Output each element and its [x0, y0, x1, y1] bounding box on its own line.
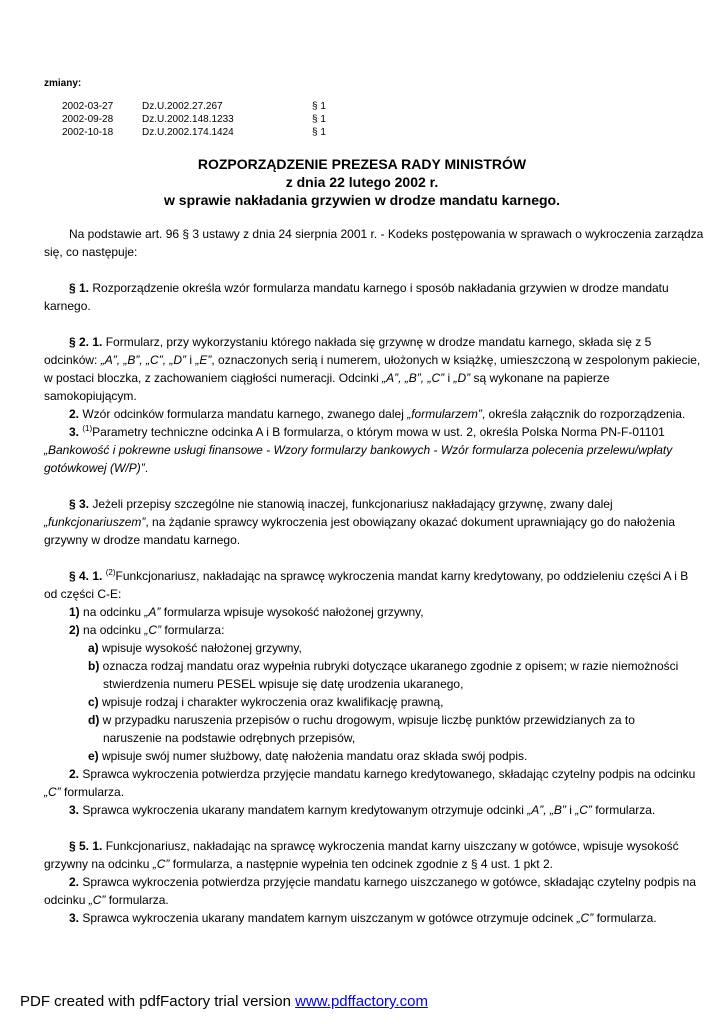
change-date: 2002-10-18 — [62, 127, 114, 138]
item-letter: c) — [88, 695, 99, 709]
text-italic: „funkcjonariuszem” — [44, 515, 146, 529]
changes-table — [62, 100, 342, 139]
footnote-marker: (1) — [82, 424, 93, 433]
table-row — [62, 113, 342, 126]
section-number: § 1. — [69, 281, 90, 295]
text-span: Sprawca wykroczenia potwierdza przyjęcie mandatu karnego uiszczanego w gotówce, składając czytelny podpis na odcinku — [44, 875, 697, 907]
text-span: , określa załącznik do rozporządzenia. — [481, 407, 686, 421]
item-number: 2) — [69, 623, 80, 637]
text-span: formularza wpisuje wysokość nałożonej grzywny, — [160, 605, 424, 619]
section-text: Rozporządzenie określa wzór formularza mandatu karnego i sposób nakładania grzywien w drodze mandatu karnego. — [44, 281, 669, 313]
text-span: wpisuje wysokość nałożonej grzywny, — [102, 641, 302, 655]
list-item-continuation: naruszenie na podstawie odrębnych przepisów, — [103, 731, 356, 745]
text-span: , oznaczonych serią i numerem, ułożonych w książkę, umieszczoną w zespolonym pakiecie, w postaci bloczka, z zachowaniem ciągłości numeracji. Odcinki — [44, 353, 701, 385]
list-item — [44, 693, 704, 711]
section-number: § 2. 1. — [69, 335, 103, 349]
change-reference: Dz.U.2002.174.1424 — [142, 127, 234, 138]
item-letter: d) — [88, 713, 100, 727]
text-italic: „A”, „B”, „C” — [382, 371, 445, 385]
text-span: formularza. — [60, 785, 125, 799]
change-paragraph: § 1 — [312, 114, 326, 125]
item-letter: b) — [88, 659, 100, 673]
change-paragraph: § 1 — [312, 127, 326, 138]
text-span: Wzór odcinków formularza mandatu karnego, zwanego dalej — [82, 407, 408, 421]
intro-paragraph: Na podstawie art. 96 § 3 ustawy z dnia 24 sierpnia 2001 r. - Kodeks postępowania w sprawach o wykroczenia zarządza się, co następuje: — [44, 227, 704, 259]
text-italic: „A”, „B” — [527, 803, 566, 817]
text-italic: „formularzem” — [407, 407, 482, 421]
section-2-para-3 — [44, 423, 704, 477]
section-3 — [44, 495, 704, 549]
section-2-para-1 — [44, 333, 704, 405]
section-5-para-3 — [44, 909, 704, 927]
text-span: Funkcjonariusz, nakładając na sprawcę wykroczenia mandat karny uiszczany w gotówce, wpisuje wysokość grzywny na odcinku — [44, 839, 679, 871]
text-italic: „C” — [44, 785, 61, 799]
text-span: i — [565, 803, 576, 817]
text-span: formularza: — [161, 623, 225, 637]
change-reference: Dz.U.2002.148.1233 — [142, 114, 234, 125]
footer-link[interactable]: www.pdffactory.com — [295, 993, 428, 1010]
text-italic: „C” — [144, 623, 162, 637]
item-letter: a) — [88, 641, 99, 655]
point-number: 2. — [69, 407, 80, 421]
text-span: . — [144, 461, 149, 475]
text-span: Parametry techniczne odcinka A i B formularza, o którym mowa w ust. 2, określa Polska Norma PN-F-01101 — [92, 425, 665, 439]
text-italic: „E” — [195, 353, 212, 367]
text-span: na odcinku — [83, 623, 145, 637]
list-item — [44, 747, 704, 765]
item-number: 1) — [69, 605, 80, 619]
text-italic: „A”, „B”, „C”, „D” — [100, 353, 187, 367]
text-span: formularza, a następnie wypełnia ten odcinek zgodnie z § 4 ust. 1 pkt 2. — [169, 857, 553, 871]
change-date: 2002-09-28 — [62, 114, 114, 125]
text-span: Sprawca wykroczenia ukarany mandatem karnym uiszczanym w gotówce otrzymuje odcinek — [82, 911, 577, 925]
section-number: § 4. 1. — [69, 569, 103, 583]
change-reference: Dz.U.2002.27.267 — [142, 101, 223, 112]
text-span: są wykonane na papierze samokopiującym. — [44, 371, 610, 403]
pdf-footer — [20, 993, 428, 1010]
section-1 — [44, 279, 704, 315]
title-line-2: z dnia 22 lutego 2002 r. — [285, 174, 439, 190]
text-span: Sprawca wykroczenia ukarany mandatem karnym kredytowanym otrzymuje odcinki — [82, 803, 528, 817]
text-span: Jeżeli przepisy szczególne nie stanowią inaczej, funkcjonariusz nakładający grzywnę, zwany dalej — [92, 497, 613, 511]
text-span: , na żądanie sprawcy wykroczenia jest obowiązany okazać dokument uprawniający go do nałożenia grzywny w drodze mandatu karnego. — [44, 515, 676, 547]
text-italic: „C” — [576, 911, 594, 925]
text-span: formularza. — [591, 803, 656, 817]
document-title — [0, 155, 724, 209]
point-number: 2. — [69, 767, 80, 781]
text-span: Sprawca wykroczenia potwierdza przyjęcie mandatu karnego kredytowanego, składając czytelny podpis na odcinku — [82, 767, 696, 781]
text-span: oznacza rodzaj mandatu oraz wypełnia rubryki dotyczące ukaranego zgodnie z opisem; w razie niemożności — [102, 659, 679, 673]
text-italic: „Bankowość i pokrewne usługi finansowe - Wzory formularzy bankowych - Wzór formularza polecenia przelewu/wpłaty gotówkowej (W/P)” — [44, 443, 673, 475]
text-span: Formularz, przy wykorzystaniu którego nakłada się grzywnę w drodze mandatu karnego, składa się z 5 odcinków: — [44, 335, 652, 367]
title-line-3: w sprawie nakładania grzywien w drodze mandatu karnego. — [164, 192, 560, 208]
text-span: wpisuje rodzaj i charakter wykroczenia oraz kwalifikację prawną, — [102, 695, 444, 709]
text-italic: „C” — [575, 803, 592, 817]
item-letter: e) — [88, 749, 99, 763]
list-item — [44, 657, 704, 675]
list-item — [44, 711, 704, 729]
section-number: § 3. — [69, 497, 90, 511]
list-item — [44, 603, 704, 621]
section-number: § 5. 1. — [69, 839, 103, 853]
changes-label: zmiany: — [44, 78, 82, 89]
list-item-continuation: stwierdzenia numeru PESEL wpisuje się datę urodzenia ukaranego, — [103, 677, 464, 691]
text-italic: „A” — [144, 605, 161, 619]
title-line-1: ROZPORZĄDZENIE PREZESA RADY MINISTRÓW — [197, 156, 527, 172]
section-5-para-2 — [44, 873, 704, 909]
text-italic: „C” — [152, 857, 170, 871]
section-4-para-3 — [44, 801, 704, 819]
table-row — [62, 100, 342, 113]
text-span: formularza. — [593, 911, 657, 925]
section-2-para-2 — [44, 405, 704, 423]
list-item — [44, 639, 704, 657]
list-item — [44, 621, 704, 639]
text-italic: „C” — [88, 893, 106, 907]
footnote-marker: (2) — [105, 568, 116, 577]
text-span: Funkcjonariusz, nakładając na sprawcę wykroczenia mandat karny kredytowany, po oddzieleniu części A i B od części C-E: — [44, 569, 689, 601]
text-span: formularza. — [105, 893, 169, 907]
change-paragraph: § 1 — [312, 101, 326, 112]
point-number: 3. — [69, 911, 80, 925]
point-number: 2. — [69, 875, 80, 889]
text-italic: „D” — [453, 371, 471, 385]
section-5-para-1 — [44, 837, 704, 873]
point-number: 3. — [69, 425, 80, 439]
point-number: 3. — [69, 803, 80, 817]
table-row — [62, 126, 342, 139]
section-4-para-1 — [44, 567, 704, 603]
text-span: w przypadku naruszenia przepisów o ruchu drogowym, wpisuje liczbę punktów przewidzianych za to — [102, 713, 635, 727]
footer-text: PDF created with pdfFactory trial version — [20, 993, 296, 1010]
text-span: i — [444, 371, 454, 385]
text-span: wpisuje swój numer służbowy, datę nałożenia mandatu oraz składa swój podpis. — [102, 749, 528, 763]
text-span: i — [186, 353, 196, 367]
document-body — [44, 225, 704, 927]
change-date: 2002-03-27 — [62, 101, 114, 112]
text-span: na odcinku — [83, 605, 145, 619]
section-4-para-2 — [44, 765, 704, 801]
